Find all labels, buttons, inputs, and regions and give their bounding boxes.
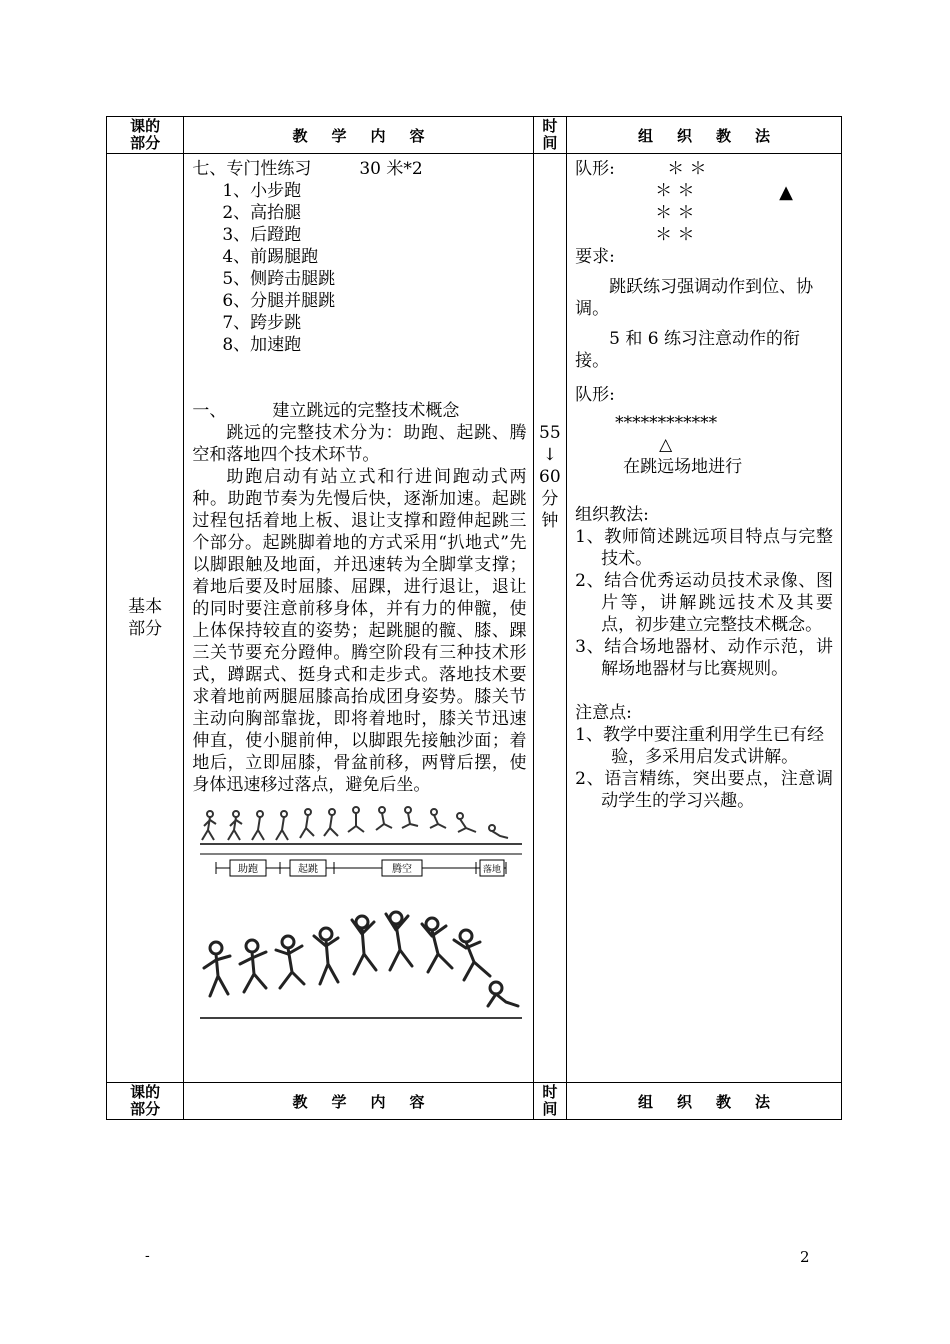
phase-run-label: 助跑	[238, 864, 259, 875]
section1-number: 一、	[192, 401, 227, 421]
header-method-label: 组织教法	[638, 126, 795, 145]
drill-item: 1、小步跑	[222, 181, 302, 201]
drill-item: 7、跨步跳	[222, 313, 302, 333]
header-part-line1: 课的	[130, 117, 161, 135]
section1-heading	[192, 400, 526, 422]
drill-item: 5、侧跨击腿跳	[222, 269, 336, 289]
footer-time-line1: 时	[542, 1083, 558, 1101]
part-cell	[107, 154, 184, 1083]
time-start: 55	[539, 423, 561, 443]
formation-row1	[575, 158, 833, 180]
header-part-line2: 部分	[130, 134, 161, 152]
header-part-cell	[107, 117, 184, 154]
org-label: 组织教法:	[575, 505, 649, 525]
phase-takeoff-label: 起跳	[298, 864, 319, 875]
time-cell	[533, 154, 567, 1083]
drill-item: 4、前踢腿跑	[222, 247, 319, 267]
note-item: 1、教学中要注重利用学生已有经验，多采用启发式讲解。	[575, 725, 824, 767]
long-jump-sequence-figure	[196, 896, 522, 1024]
section7-title: 七、专门性练习	[192, 159, 312, 179]
formation-stars: ＊ ＊	[667, 159, 707, 179]
page-number: 2	[800, 1248, 810, 1266]
org-item: 3、结合场地器材、动作示范，讲解场地器材与比赛规则。	[575, 637, 833, 679]
content-cell	[184, 154, 533, 1083]
formation2-triangle-icon: △	[659, 435, 673, 455]
formation-label: 队形:	[575, 159, 615, 179]
phase-landing-label: 落地	[483, 865, 502, 875]
note-item: 2、语言精练，突出要点，注意调动学生的学习兴趣。	[575, 769, 833, 811]
paragraph-technique: 跳远的完整技术分为：助跑、起跳、腾空和落地四个技术环节。	[192, 423, 527, 465]
footer-time-cell	[533, 1083, 567, 1120]
footer-content-label: 教学内容	[292, 1092, 449, 1111]
drill-item: 3、后蹬跑	[222, 225, 302, 245]
body-row	[107, 154, 842, 1083]
notes-label: 注意点:	[575, 703, 632, 723]
method-cell	[567, 154, 842, 1083]
formation-stars: ＊ ＊	[655, 203, 695, 223]
paragraph-details: 助跑启动有站立式和行进间跑动式两种。助跑节奏为先慢后快，逐渐加速。起跳过程包括着地上板、退让支撑和蹬伸起跳三个部分。起跳脚着地的方式采用“扒地式”先以脚跟触及地面，并迅速转为全脚掌支撑；着地后要及时屈膝、屈踝，进行退让，退让的同时要注意前移身体，并有力的伸髋，使上体保持较直的姿势；起跳腿的髋、膝、踝三关节要充分蹬伸。腾空阶段有三种技术形式，蹲踞式、挺身式和走步式。落地技术要求着地前两腿屈膝高抬成团身姿势。膝关节主动向胸部靠拢，即将着地时，膝关节迅速伸直，使小腿前伸，以脚跟先接触沙面；着地后，立即屈膝，骨盆前移，两臂后摆，使身体迅速移过落点，避免后坐。	[192, 467, 527, 795]
formation-stars: ＊ ＊	[655, 225, 695, 245]
footer-part-cell	[107, 1083, 184, 1120]
requirement-text: 跳跃练习强调动作到位、协调。	[575, 277, 814, 319]
long-jump-phases-figure	[196, 806, 522, 884]
table-footer-header-row	[107, 1083, 842, 1120]
requirement-label: 要求:	[575, 247, 615, 267]
section1-title: 建立跳远的完整技术概念	[272, 401, 460, 421]
drill-item: 6、分腿并腿跳	[222, 291, 336, 311]
time-unit-2: 钟	[541, 511, 559, 531]
formation2-stars: ************	[615, 413, 718, 433]
footer-method-label: 组织教法	[638, 1092, 795, 1111]
drill-item: 8、加速跑	[222, 335, 302, 355]
formation-row4	[575, 224, 833, 246]
header-time-cell	[533, 117, 567, 154]
org-item: 2、结合优秀运动员技术录像、图片等，讲解跳远技术及其要点，初步建立完整技术概念。	[575, 571, 833, 635]
part-label-line2: 部分	[128, 619, 163, 639]
runner-figures	[202, 807, 508, 840]
footer-part-line2: 部分	[130, 1100, 161, 1118]
org-item: 1、教师简述跳远项目特点与完整技术。	[575, 527, 833, 569]
time-unit-1: 分	[541, 489, 559, 509]
formation2-label: 队形:	[575, 385, 615, 405]
footer-content-cell	[184, 1083, 533, 1120]
part-label-line1: 基本	[128, 597, 163, 617]
header-time-line2: 间	[542, 134, 558, 152]
phase-flight-label: 腾空	[392, 864, 413, 875]
lesson-plan-table	[106, 116, 842, 1120]
page-footer-mark: -	[145, 1248, 150, 1264]
footer-method-cell	[567, 1083, 842, 1120]
requirement-text: 5 和 6 练习注意动作的衔接。	[575, 329, 800, 371]
section7-heading	[192, 158, 526, 180]
teacher-triangle-icon: ▲	[779, 182, 793, 203]
time-arrow: ↓	[542, 445, 557, 465]
formation-row3	[575, 202, 833, 224]
footer-part-line1: 课的	[130, 1083, 161, 1101]
formation2-note: 在跳远场地进行	[623, 457, 743, 477]
formation-row2	[575, 180, 833, 202]
header-method-cell	[567, 117, 842, 154]
formation-stars: ＊ ＊	[655, 181, 695, 201]
time-end: 60	[539, 467, 561, 487]
header-time-line1: 时	[542, 117, 558, 135]
header-content-label: 教学内容	[292, 126, 449, 145]
drill-item: 2、高抬腿	[222, 203, 302, 223]
section7-distance: 30 米*2	[359, 159, 423, 179]
footer-time-line2: 间	[542, 1100, 558, 1118]
table-header-row	[107, 117, 842, 154]
header-content-cell	[184, 117, 533, 154]
